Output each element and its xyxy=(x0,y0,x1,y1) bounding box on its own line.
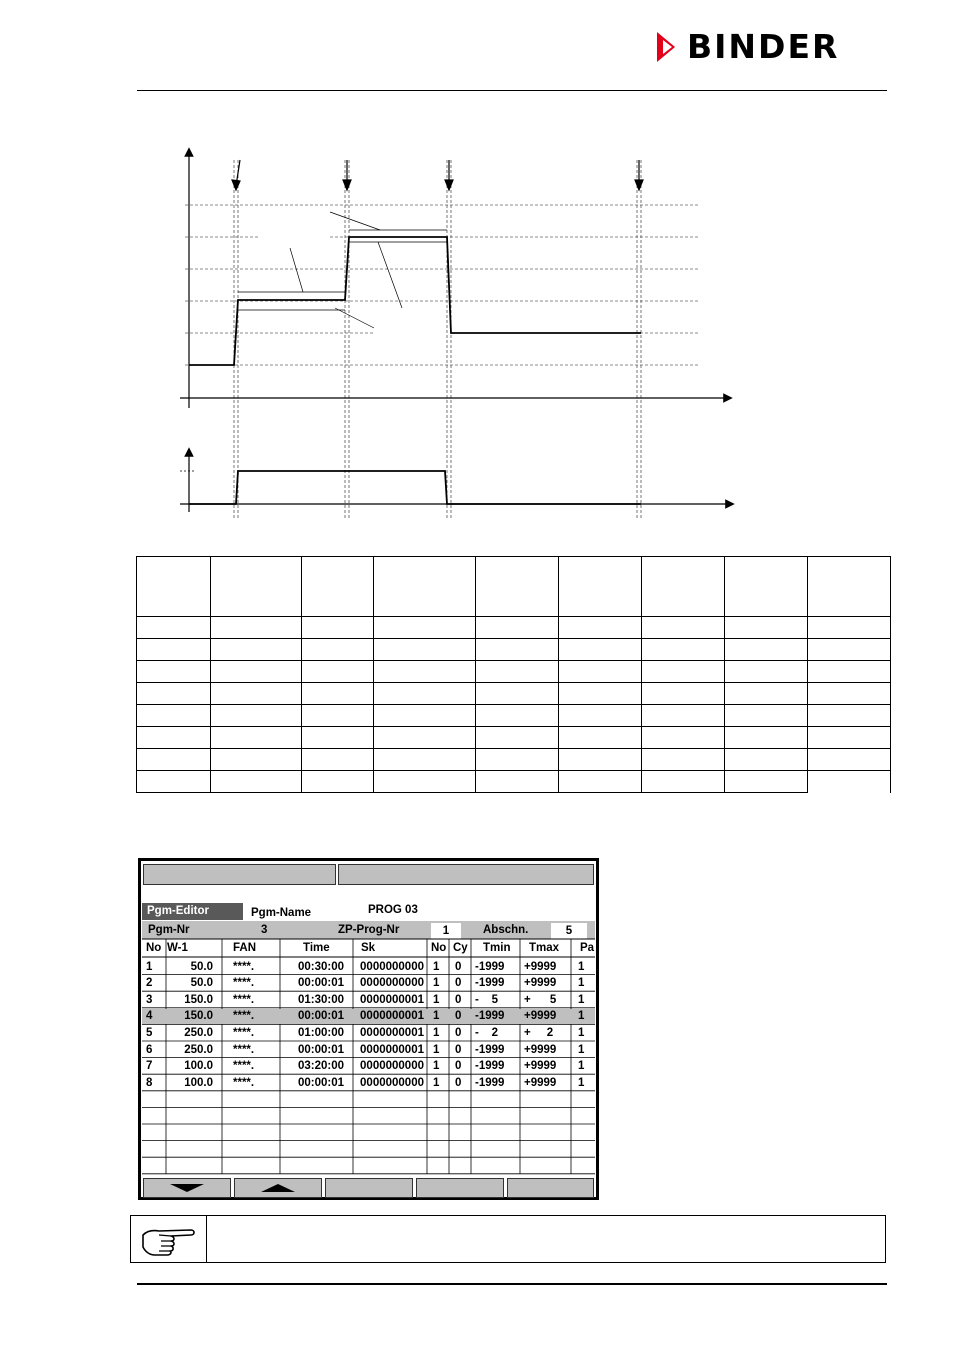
note-icon-cell xyxy=(131,1216,207,1262)
row-2-no2[interactable]: 1 xyxy=(433,977,440,990)
row-8-w1[interactable]: 100.0 xyxy=(184,1076,213,1089)
row-2-time[interactable]: 00:00:01 xyxy=(297,977,344,990)
row-6-cy[interactable]: 0 xyxy=(455,1043,462,1056)
label-leader-lines xyxy=(290,212,402,328)
diagram-gridlines xyxy=(185,205,698,365)
row-6-time[interactable]: 00:00:01 xyxy=(297,1043,344,1056)
row-5-w1[interactable]: 250.0 xyxy=(184,1026,213,1039)
row-3-tmin[interactable]: - 5 xyxy=(475,993,499,1006)
row-8-sk[interactable]: 0000000000 xyxy=(360,1076,424,1089)
col-header-cy: Cy xyxy=(453,942,468,954)
row-7-tmin[interactable]: -1999 xyxy=(475,1060,505,1073)
arrow-down-icon xyxy=(170,1184,204,1192)
row-8-fan[interactable]: ****. xyxy=(233,1076,255,1089)
note-box xyxy=(130,1215,886,1263)
row-6-no2[interactable]: 1 xyxy=(433,1043,440,1056)
row-7-fan[interactable]: ****. xyxy=(233,1060,255,1073)
row-5-pa[interactable]: 1 xyxy=(578,1026,585,1039)
row-7-tmax[interactable]: +9999 xyxy=(524,1060,557,1073)
row-5-fan[interactable]: ****. xyxy=(233,1026,255,1039)
arrow-up-icon xyxy=(261,1184,295,1192)
row-1-w1[interactable]: 50.0 xyxy=(190,960,213,973)
row-2-cy[interactable]: 0 xyxy=(455,977,462,990)
row-8-tmin[interactable]: -1999 xyxy=(475,1076,505,1089)
row-7-no2[interactable]: 1 xyxy=(433,1060,440,1073)
controller-screen xyxy=(138,858,599,1200)
col-header-no: No xyxy=(146,942,162,954)
binder-logo-text: BINDER xyxy=(687,27,840,66)
col-header-tmax: Tmax xyxy=(529,942,560,954)
row-1-time[interactable]: 00:30:00 xyxy=(297,960,344,973)
pointing-hand-icon xyxy=(139,1221,199,1257)
zp-prog-nr-label: ZP-Prog-Nr xyxy=(338,924,400,936)
row-7-pa[interactable]: 1 xyxy=(578,1060,585,1073)
col-header-no2: No xyxy=(431,942,447,954)
row-7-sk[interactable]: 0000000000 xyxy=(360,1060,424,1073)
row-5-no[interactable]: 5 xyxy=(146,1026,153,1039)
row-4-sk[interactable]: 0000000001 xyxy=(360,1010,424,1023)
row-5-sk[interactable]: 0000000001 xyxy=(360,1026,424,1039)
row-4-fan[interactable]: ****. xyxy=(233,1010,255,1023)
col-header-tmin: Tmin xyxy=(483,942,511,954)
row-2-sk[interactable]: 0000000000 xyxy=(360,977,424,990)
row-6-fan[interactable]: ****. xyxy=(233,1043,255,1056)
row-4-tmin[interactable]: -1999 xyxy=(475,1010,505,1023)
softkey-3[interactable] xyxy=(325,1178,413,1198)
row-6-w1[interactable]: 250.0 xyxy=(184,1043,213,1056)
row-6-pa[interactable]: 1 xyxy=(578,1043,585,1056)
row-2-w1[interactable]: 50.0 xyxy=(190,977,213,990)
row-1-tmax[interactable]: +9999 xyxy=(524,960,557,973)
scroll-up-button[interactable] xyxy=(234,1178,322,1198)
pgm-nr-value[interactable]: 3 xyxy=(261,924,268,936)
row-7-time[interactable]: 03:20:00 xyxy=(297,1060,344,1073)
row-4-tmax[interactable]: +9999 xyxy=(524,1010,557,1023)
row-5-time[interactable]: 01:00:00 xyxy=(297,1026,344,1039)
row-3-no2[interactable]: 1 xyxy=(433,993,440,1006)
row-3-pa[interactable]: 1 xyxy=(578,993,585,1006)
row-8-time[interactable]: 00:00:01 xyxy=(297,1076,344,1089)
row-4-w1[interactable]: 150.0 xyxy=(184,1010,213,1023)
col-header-sk: Sk xyxy=(361,942,376,954)
row-8-tmax[interactable]: +9999 xyxy=(524,1076,557,1089)
pgm-name-label: Pgm-Name xyxy=(251,907,312,919)
row-2-no[interactable]: 2 xyxy=(146,977,153,990)
switch-track-curve xyxy=(189,471,641,504)
tolerance-band xyxy=(238,230,447,310)
row-1-sk[interactable]: 0000000000 xyxy=(360,960,424,973)
row-2-tmin[interactable]: -1999 xyxy=(475,977,505,990)
row-5-tmin[interactable]: - 2 xyxy=(475,1026,499,1039)
row-1-pa[interactable]: 1 xyxy=(578,960,585,973)
program-editor-panel xyxy=(141,861,596,1197)
row-6-sk[interactable]: 0000000001 xyxy=(360,1043,424,1056)
diagram-section-markers xyxy=(234,160,641,520)
row-4-pa[interactable]: 1 xyxy=(578,1010,585,1023)
row-4-no2[interactable]: 1 xyxy=(433,1010,440,1023)
diagram-section-arrows xyxy=(232,160,643,190)
row-2-pa[interactable]: 1 xyxy=(578,977,585,990)
pgm-editor-mode-label: Pgm-Editor xyxy=(142,903,243,920)
col-header-fan: FAN xyxy=(233,942,256,954)
zp-prog-nr-value[interactable]: 1 xyxy=(431,923,461,939)
program-table xyxy=(136,556,891,793)
row-4-time[interactable]: 00:00:01 xyxy=(297,1010,344,1023)
row-8-cy[interactable]: 0 xyxy=(455,1076,462,1089)
softkey-5[interactable] xyxy=(507,1178,594,1198)
row-5-no2[interactable]: 1 xyxy=(433,1026,440,1039)
row-3-w1[interactable]: 150.0 xyxy=(184,993,213,1006)
row-8-no2[interactable]: 1 xyxy=(433,1076,440,1089)
row-8-no[interactable]: 8 xyxy=(146,1076,153,1089)
footer-rule xyxy=(137,1283,887,1285)
col-header-time: Time xyxy=(303,942,330,954)
row-7-no[interactable]: 7 xyxy=(146,1060,153,1073)
switch-track-axes xyxy=(180,452,730,512)
row-1-no[interactable]: 1 xyxy=(146,960,153,973)
row-3-tmax[interactable]: + 5 xyxy=(524,993,557,1006)
section-label: Abschn. xyxy=(483,924,529,936)
row-1-no2[interactable]: 1 xyxy=(433,960,440,973)
program-diagram xyxy=(0,0,955,540)
row-3-sk[interactable]: 0000000001 xyxy=(360,993,424,1006)
row-1-fan[interactable]: ****. xyxy=(233,960,255,973)
pgm-name-value[interactable]: PROG 03 xyxy=(368,904,418,916)
row-1-tmin[interactable]: -1999 xyxy=(475,960,505,973)
row-8-pa[interactable]: 1 xyxy=(578,1076,585,1089)
row-2-fan[interactable]: ****. xyxy=(233,977,255,990)
scroll-down-button[interactable] xyxy=(143,1178,231,1198)
row-1-cy[interactable]: 0 xyxy=(455,960,462,973)
row-3-time[interactable]: 01:30:00 xyxy=(297,993,344,1006)
row-5-tmax[interactable]: + 2 xyxy=(524,1026,554,1039)
col-header-pa: Pa xyxy=(580,942,595,954)
row-3-fan[interactable]: ****. xyxy=(233,993,255,1006)
row-3-no[interactable]: 3 xyxy=(146,993,153,1006)
pgm-nr-label: Pgm-Nr xyxy=(148,924,190,936)
row-4-cy[interactable]: 0 xyxy=(455,1010,462,1023)
row-6-tmax[interactable]: +9999 xyxy=(524,1043,557,1056)
section-value[interactable]: 5 xyxy=(551,923,587,939)
row-3-cy[interactable]: 0 xyxy=(455,993,462,1006)
col-header-w1: W-1 xyxy=(167,942,188,954)
row-4-no[interactable]: 4 xyxy=(146,1010,153,1023)
row-7-cy[interactable]: 0 xyxy=(455,1060,462,1073)
row-7-w1[interactable]: 100.0 xyxy=(184,1060,213,1073)
softkey-4[interactable] xyxy=(416,1178,504,1198)
row-2-tmax[interactable]: +9999 xyxy=(524,977,557,990)
row-5-cy[interactable]: 0 xyxy=(455,1026,462,1039)
temperature-axes xyxy=(180,152,728,408)
row-6-tmin[interactable]: -1999 xyxy=(475,1043,505,1056)
row-6-no[interactable]: 6 xyxy=(146,1043,153,1056)
